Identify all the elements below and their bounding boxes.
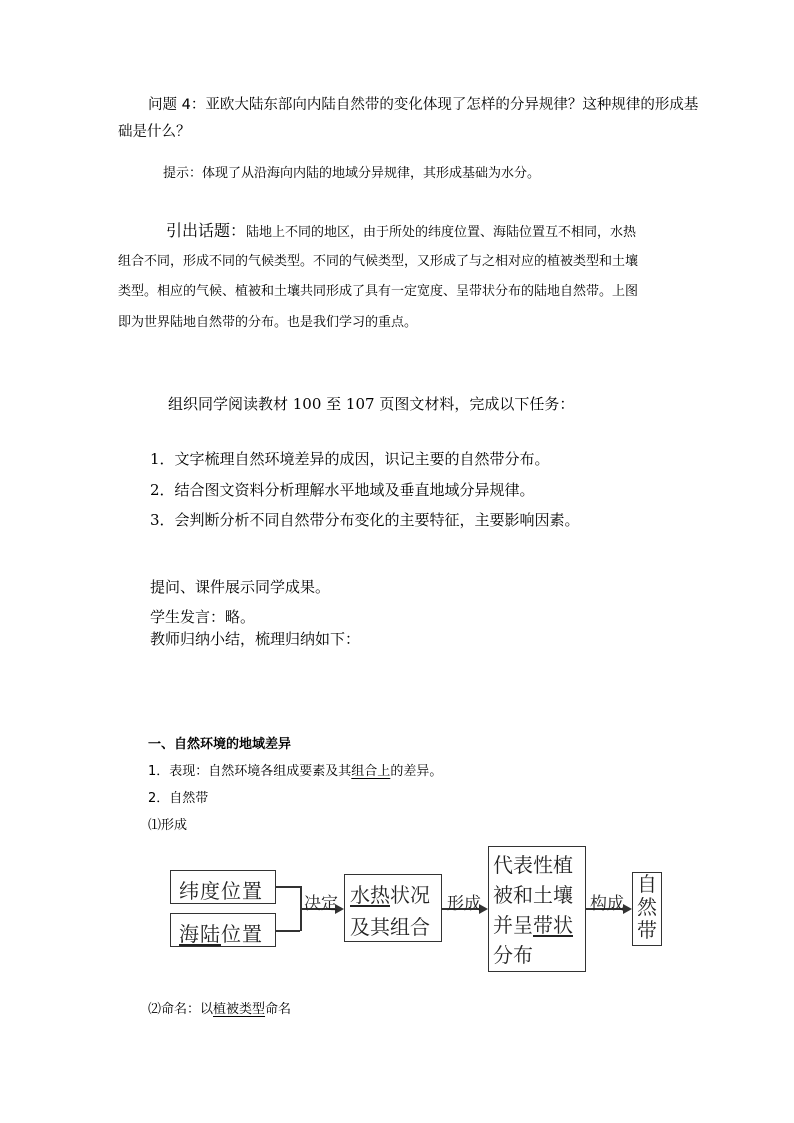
naming-prefix: ⑵命名：以 bbox=[148, 1002, 214, 1017]
intro-text-1: 陆地上不同的地区，由于所处的纬度位置、海陆位置互不相同，水热 bbox=[246, 225, 637, 240]
student-speech: 学生发言：略。 bbox=[150, 608, 256, 626]
hint bbox=[163, 162, 540, 181]
task-1: 1．文字梳理自然环境差异的成因，识记主要的自然带分布。 bbox=[150, 450, 550, 468]
teacher-summary: 教师归纳小结，梳理归纳如下： bbox=[150, 630, 361, 648]
item-1-prefix: 1．表现： bbox=[148, 764, 209, 779]
connector-latitude bbox=[276, 886, 300, 888]
task-intro: 组织同学阅读教材 100 至 107 页图文材料，完成以下任务： bbox=[168, 395, 575, 413]
sea-land-suffix: 位置 bbox=[221, 922, 263, 946]
natural-zone-char-1: 自 bbox=[637, 872, 657, 896]
water-heat-underlined: 水热 bbox=[350, 883, 390, 907]
item-1-suffix: 的差异。 bbox=[390, 764, 443, 779]
water-heat-suffix: 状况 bbox=[390, 883, 430, 907]
sea-land-label bbox=[179, 918, 263, 947]
hint-label: 提示： bbox=[163, 166, 203, 181]
intro-line-2: 组合不同，形成不同的气候类型。不同的气候类型，又形成了与之相对应的植被类型和土壤 bbox=[118, 254, 639, 269]
vegetation-line-1: 代表性植 bbox=[493, 853, 573, 877]
vegetation-line-3 bbox=[493, 909, 573, 938]
latitude-label: 纬度位置 bbox=[179, 879, 263, 903]
constitute-label: 构成 bbox=[590, 894, 624, 914]
sub-item-formation: ⑴形成 bbox=[148, 818, 188, 833]
natural-zone-char-3: 带 bbox=[637, 918, 657, 942]
vegetation-line-4: 分布 bbox=[493, 943, 533, 967]
item-1-text: 自然环境各组成要素及其 bbox=[208, 764, 352, 779]
decide-label: 决定 bbox=[304, 894, 338, 914]
water-heat-line-1 bbox=[350, 879, 430, 908]
naming-suffix: 命名 bbox=[265, 1002, 292, 1017]
show-results: 提问、课件展示同学成果。 bbox=[150, 578, 331, 596]
connector-sea-land bbox=[276, 930, 300, 932]
natural-zone-char-2: 然 bbox=[637, 895, 657, 919]
question-4-line-1: 问题 4：亚欧大陆东部向内陆自然带的变化体现了怎样的分异规律？这种规律的形成基 bbox=[148, 97, 699, 113]
sea-land-box bbox=[170, 913, 276, 947]
intro-line-1 bbox=[166, 218, 636, 241]
vegetation-line-2: 被和土壤 bbox=[493, 883, 573, 907]
sub-item-naming bbox=[148, 998, 291, 1017]
section-item-2: 2．自然带 bbox=[148, 791, 209, 806]
item-1-underlined: 组合上 bbox=[351, 764, 391, 779]
water-heat-line-2: 及其组合 bbox=[350, 915, 430, 939]
section-item-1 bbox=[148, 760, 442, 779]
natural-zone-box bbox=[632, 872, 662, 946]
task-2: 2．结合图文资料分析理解水平地域及垂直地域分异规律。 bbox=[150, 481, 535, 499]
vegetation-underlined: 带状 bbox=[533, 913, 573, 937]
task-3: 3．会判断分析不同自然带分布变化的主要特征，主要影响因素。 bbox=[150, 511, 580, 529]
latitude-box bbox=[170, 870, 276, 904]
vegetation-line-3-prefix: 并呈 bbox=[493, 913, 533, 937]
water-heat-box bbox=[344, 874, 442, 942]
arrow-constitute-head bbox=[623, 904, 632, 914]
intro-line-3: 类型。相应的气候、植被和土壤共同形成了具有一定宽度、呈带状分布的陆地自然带。上图 bbox=[118, 284, 639, 299]
naming-underlined: 植被类型 bbox=[213, 1002, 266, 1017]
hint-text: 体现了从沿海向内陆的地域分异规律，其形成基础为水分。 bbox=[202, 166, 541, 181]
section-heading: 一、自然环境的地域差异 bbox=[148, 737, 292, 752]
intro-label: 引出话题： bbox=[166, 221, 247, 240]
intro-line-4: 即为世界陆地自然带的分布。也是我们学习的重点。 bbox=[118, 315, 418, 330]
vegetation-box bbox=[488, 846, 586, 972]
sea-land-underlined: 海陆 bbox=[179, 922, 221, 946]
question-4-line-2: 础是什么？ bbox=[118, 124, 191, 140]
form-label: 形成 bbox=[447, 894, 481, 914]
